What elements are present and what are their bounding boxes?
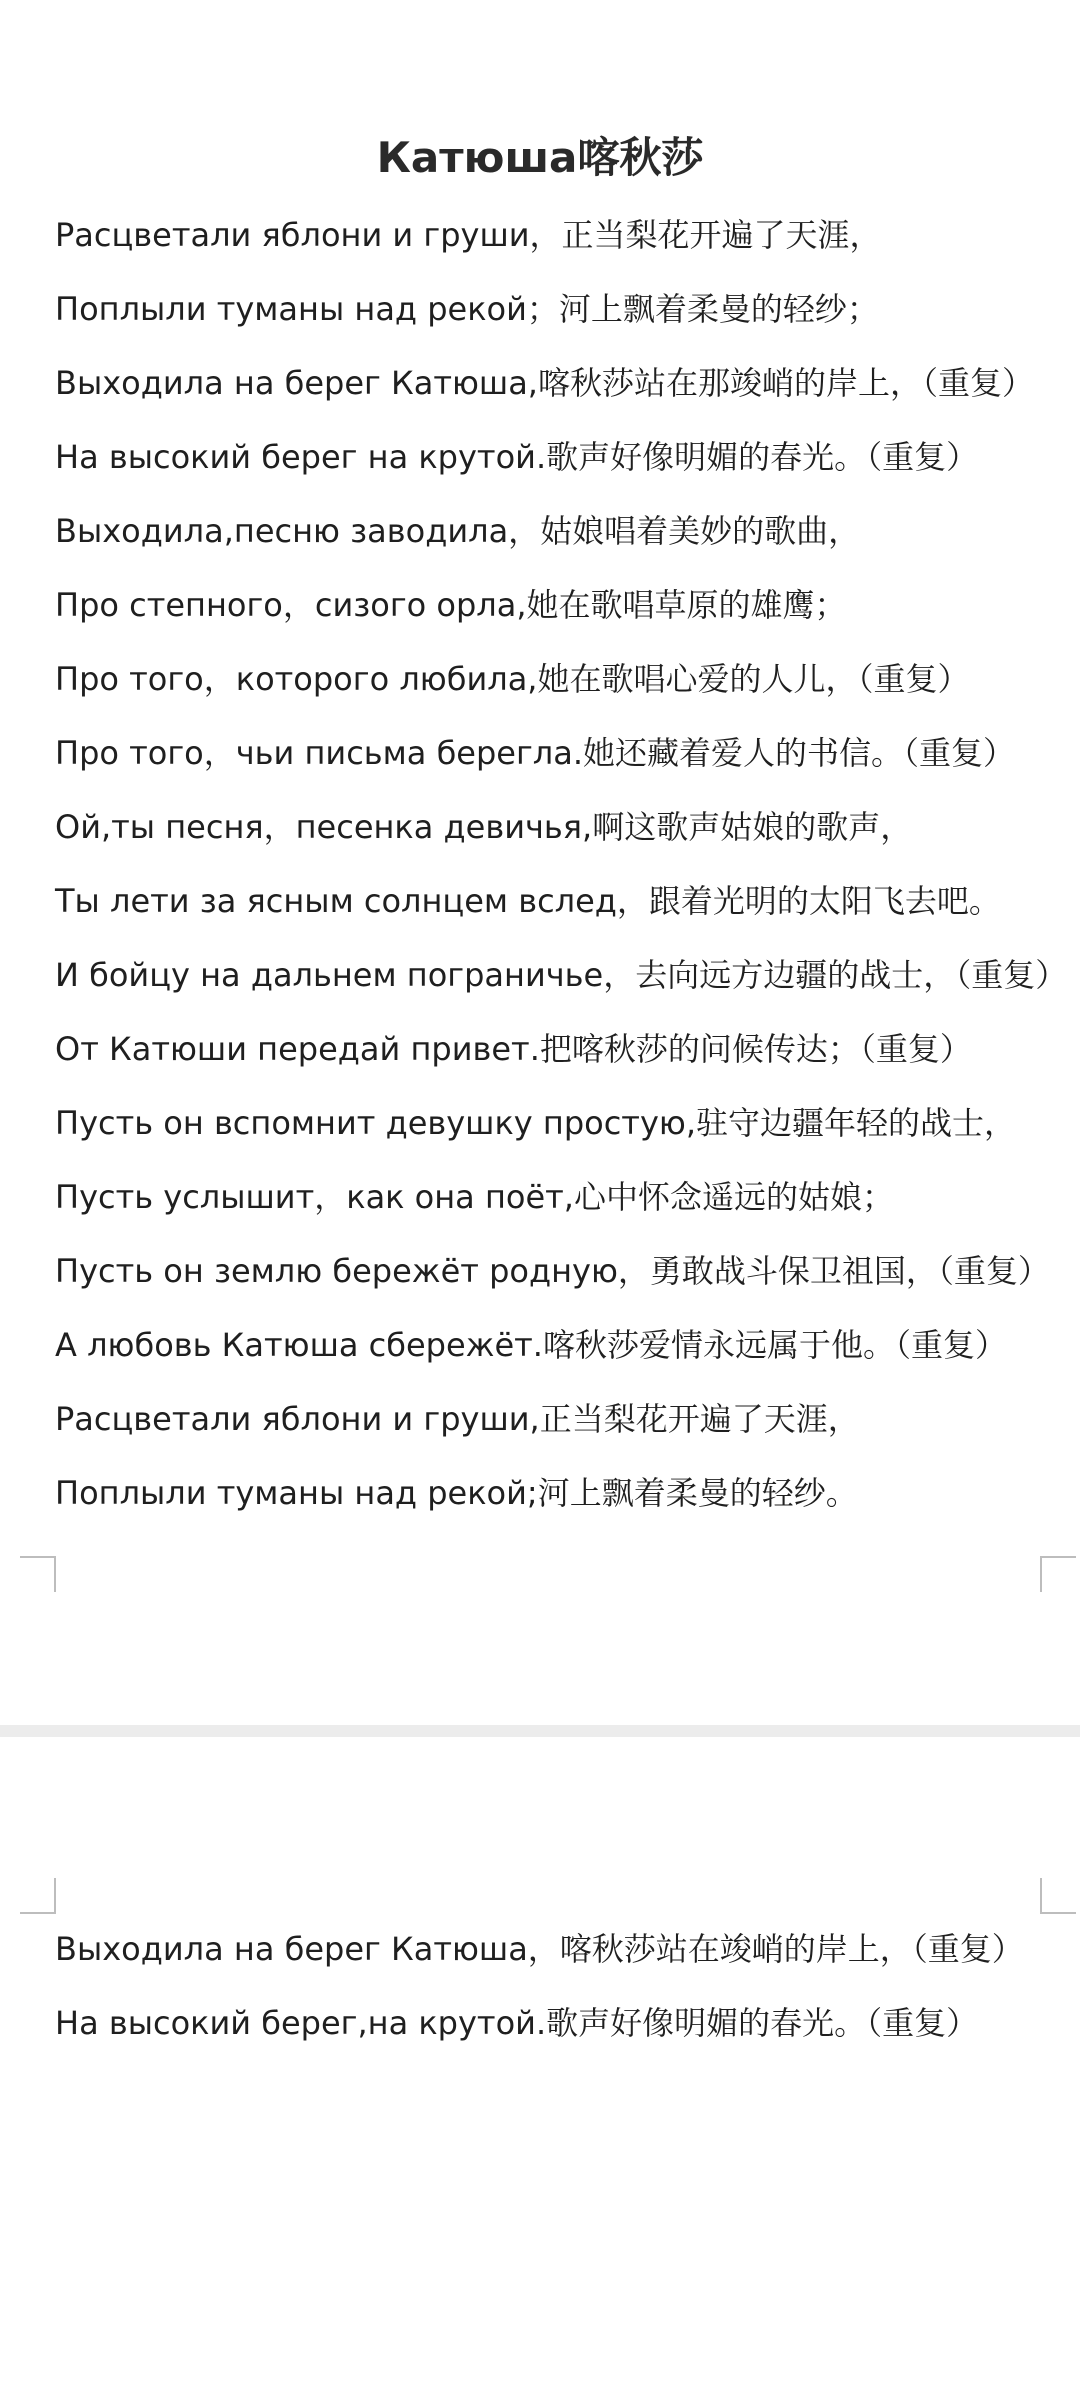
lyric-line: Выходила на берег Катюша,喀秋莎站在那竣峭的岸上，（重复）: [55, 364, 1034, 402]
lyric-line: Выходила,песню заводила，姑娘唱着美妙的歌曲，: [55, 512, 861, 550]
lyric-line: На высокий берег на крутой.歌声好像明媚的春光。（重复）: [55, 438, 979, 476]
lyric-line: Расцветали яблони и груши，正当梨花开遍了天涯，: [55, 216, 882, 254]
lyric-line: Ты лети за ясным солнцем вслед，跟着光明的太阳飞去吧。: [55, 882, 1001, 920]
lyric-line: Расцветали яблони и груши,正当梨花开遍了天涯，: [55, 1400, 860, 1438]
lyric-line: Пусть он вспомнит девушку простую,驻守边疆年轻的战士，: [55, 1104, 1016, 1142]
lyric-line: И бойцу на дальнем пограничье，去向远方边疆的战士，（重复）: [55, 956, 1068, 994]
lyric-line: От Катюши передай привет.把喀秋莎的问候传达；（重复）: [55, 1030, 972, 1068]
lyric-line: Про того，чьи письма берегла.她还藏着爱人的书信。（重复）: [55, 734, 1016, 772]
lyric-line: Ой,ты песня，песенка девичья,啊这歌声姑娘的歌声，: [55, 808, 913, 846]
lyric-line: Поплыли туманы над рекой；河上飘着柔曼的轻纱；: [55, 290, 879, 328]
margin-corner-mark: [1040, 1878, 1076, 1914]
lyric-line: Про степного，сизого орла,她在歌唱草原的雄鹰；: [55, 586, 847, 624]
page-separator: [0, 1725, 1080, 1737]
document-page-2: [0, 1737, 1080, 2400]
lyric-line: Пусть услышит，как она поёт,心中怀念遥远的姑娘；: [55, 1178, 894, 1216]
lyric-line: На высокий берег,на крутой.歌声好像明媚的春光。（重复）: [55, 2004, 979, 2042]
document-title: Катюша喀秋莎: [376, 133, 704, 182]
margin-corner-mark: [20, 1556, 56, 1592]
margin-corner-mark: [1040, 1556, 1076, 1592]
lyric-line: Выходила на берег Катюша，喀秋莎站在竣峭的岸上，（重复）: [55, 1930, 1024, 1968]
lyric-line: Пусть он землю бережёт родную，勇敢战斗保卫祖国，（重复）: [55, 1252, 1050, 1290]
lyric-line: Про того，которого любила,她在歌唱心爱的人儿，（重复）: [55, 660, 970, 698]
lyric-line: Поплыли туманы над рекой;河上飘着柔曼的轻纱。: [55, 1474, 858, 1512]
margin-corner-mark: [20, 1878, 56, 1914]
lyric-line: А любовь Катюша сбережёт.喀秋莎爱情永远属于他。（重复）: [55, 1326, 1007, 1364]
